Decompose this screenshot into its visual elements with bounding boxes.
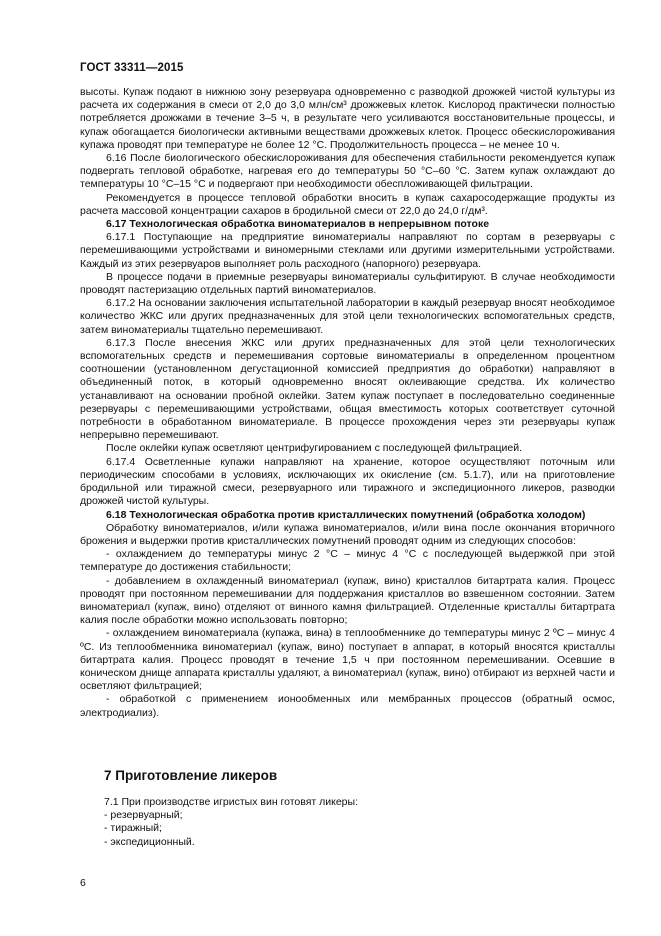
paragraph: высоты. Купаж подают в нижнюю зону резервуара одновременно с разводкой дрожжей чистой культуры из расчета их содержания в смеси от 2,0 до 3,0 млн/см³ дрожжевых клеток. Кислород практически полностью потребляется дрожжами в течение 3–5 ч, в результате чего усиливаются восстановительные процессы, и купаж обогащается биологически активными веществами дрожжевых клеток. Процесс обескислороживания купажа проводят при температуре не более 12 °С. Продолжительность процесса – не менее 10 ч. — [80, 86, 615, 151]
paragraph: - обработкой с применением ионообменных или мембранных процессов (обратный осмос, электродиализ). — [80, 693, 615, 719]
paragraph: Рекомендуется в процессе тепловой обработки вносить в купаж сахаросодержащие продукты из расчета массовой концентрации сахаров в бродильной смеси от 22,0 до 24,0 г/дм³. — [80, 191, 615, 217]
page-number: 6 — [80, 877, 86, 889]
document-header: ГОСТ 33311—2015 — [80, 62, 184, 74]
liqueur-list — [104, 796, 604, 849]
paragraph: 6.17.2 На основании заключения испытательной лаборатории в каждый резервуар вносят необходимое количество ЖКС или других предназначенных для этой цели технологических вспомогательных средств, затем виноматериалы тщательно перемешивают. — [80, 297, 615, 336]
section-title: 7 Приготовление ликеров — [104, 768, 278, 783]
paragraph: - добавлением в охлажденный виноматериал (купаж, вино) кристаллов битартрата калия. Процесс проводят при постоянном перемешивании для поддержания кристаллов во взвешенном состоянии. Затем виноматериал (купаж, вино) отделяют от винного камня фильтрацией. Отделенные кристаллы битартрата калия после обработки можно использовать повторно; — [80, 574, 615, 627]
paragraph: 6.17.1 Поступающие на предприятие виноматериалы направляют по сортам в резервуары с перемешивающими устройствами и виномерными стеклами или другими измерительными устройствами. Каждый из этих резервуаров выполняет роль расходного (напорного) резервуара. — [80, 231, 615, 270]
paragraph: После оклейки купаж осветляют центрифугированием с последующей фильтрацией. — [106, 442, 522, 455]
subsection-heading: 6.17 Технологическая обработка виноматериалов в непрерывном потоке — [106, 218, 490, 231]
paragraph: 6.17.4 Осветленные купажи направляют на хранение, которое осуществляют поточным или периодическим способами в условиях, исключающих их окисление (см. 5.1.7), или на приготовление бродильной или тиражной смеси, резервуарного или тиражного и экспедиционного ликеров, разводки дрожжей чистой культуры. — [80, 455, 615, 508]
list-intro: 7.1 При производстве игристых вин готовят ликеры: — [104, 796, 358, 808]
subsection-heading: 6.18 Технологическая обработка против кристаллических помутнений (обработка холодом) — [106, 508, 586, 521]
document-body — [80, 86, 615, 720]
paragraph: 6.16 После биологического обескислороживания для обеспечения стабильности рекомендуется купаж подвергать тепловой обработке, нагревая его до температуры 50 °С–60 °С. Затем купаж охлаждают до температуры 10 °С–15 °С и подвергают при необходимости обеспложивающей фильтрации. — [80, 152, 615, 191]
paragraph: В процессе подачи в приемные резервуары виноматериалы сульфитируют. В случае необходимости проводят пастеризацию отдельных партий виноматериалов. — [80, 270, 615, 297]
paragraph: 6.17.3 После внесения ЖКС или других предназначенных для этой цели технологических вспомогательных средств и перемешивания сортовые виноматериалы в определенном процентном соотношении (установленном дегустационной комиссией предприятия до обработки) направляют в объединенный поток, в который одновременно вносят оклеивающие средства. Их количество устанавливают на основании пробной оклейки. Затем купаж поступает в последовательно соединенные резервуары с перемешивающими устройствами, общая вместимость которых соответствует суточной потребности в обработанном виноматериале. В процессе прохождения через эти резервуары купаж непрерывно перемешивают. — [80, 336, 615, 442]
paragraph: Обработку виноматериалов, и/или купажа виноматериалов, и/или вина после окончания вторичного брожения и выдержки против кристаллических помутнений проводят одним из следующих способов: — [80, 521, 615, 547]
list-item: - резервуарный; — [104, 809, 183, 822]
paragraph: - охлаждением виноматериала (купажа, вина) в теплообменнике до температуры минус 2 ºС – минус 4 ºС. Из теплообменника виноматериал (купаж, вино) поступает в аппарат, в который вносятся кристаллы битартрата калия. Процесс проводят в течение 1,5 ч при постоянном перемешивании. Осевшие в коническом днище аппарата кристаллы удаляют, а виноматериал (купаж, вино) отбирают из верхней части и осветляют фильтрацией; — [80, 627, 615, 693]
list-item: - тиражный; — [104, 822, 162, 835]
list-item: - экспедиционный. — [104, 835, 195, 848]
paragraph: - охлаждением до температуры минус 2 °С – минус 4 °С с последующей выдержкой при этой температуре до достижения стабильности; — [80, 548, 615, 574]
